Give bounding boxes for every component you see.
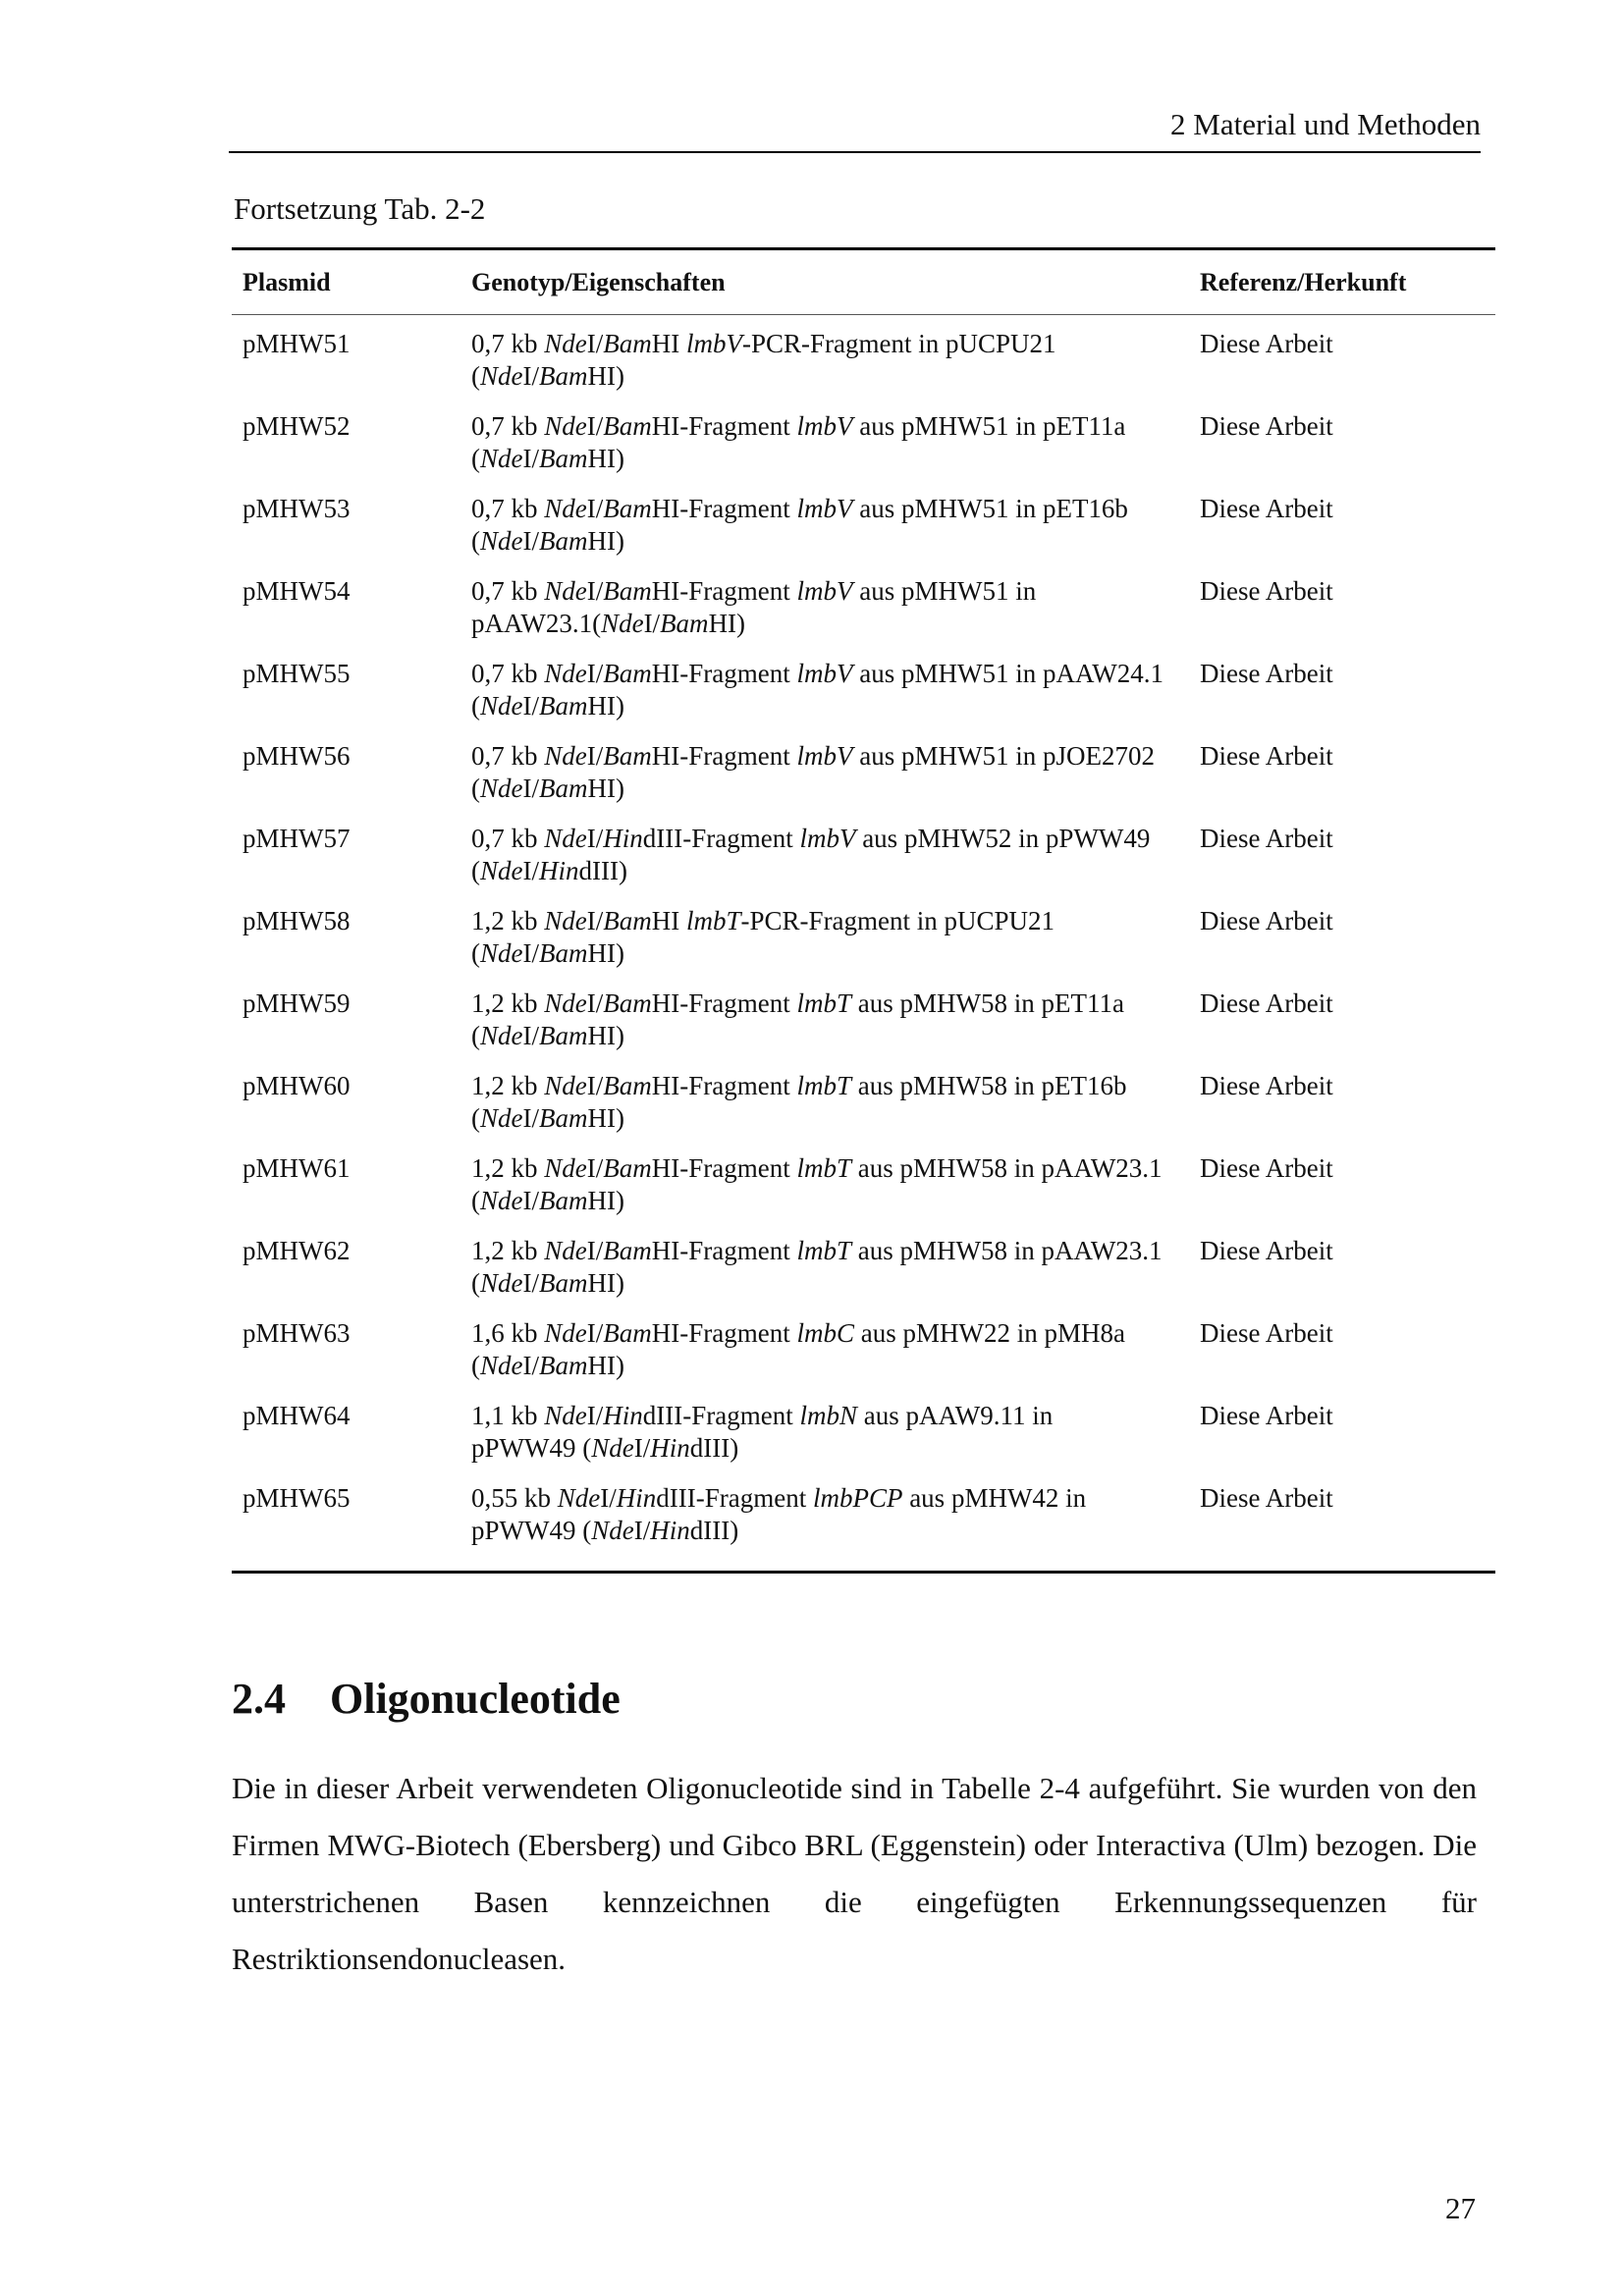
- table-row: [232, 410, 1495, 493]
- cell-reference: Diese Arbeit: [1200, 494, 1333, 523]
- genotype-line: 0,7 kb NdeI/BamHI-Fragment lmbV aus pMHW51 in pJOE2702: [471, 741, 1155, 771]
- cell-plasmid: pMHW59: [243, 988, 351, 1018]
- cell-reference: Diese Arbeit: [1200, 1153, 1333, 1183]
- genotype-line: pPWW49 (NdeI/HindIII): [471, 1433, 739, 1463]
- genotype-line: 0,7 kb NdeI/HindIII-Fragment lmbV aus pMHW52 in pPWW49: [471, 824, 1151, 853]
- genotype-line: 0,7 kb NdeI/BamHI-Fragment lmbV aus pMHW51 in pAAW24.1: [471, 659, 1164, 688]
- body-paragraph: Die in dieser Arbeit verwendeten Oligonucleotide sind in Tabelle 2-4 aufgeführt. Sie wurden von den Firmen MWG-Biotech (Ebersberg) und Gibco BRL (Eggenstein) oder Interactiva (Ulm) bezogen. Die unterstrichenen Basen kennzeichnen die eingefügten Erkennungssequenzen für Restriktionsendonucleasen.: [232, 1771, 1477, 1976]
- cell-reference: Diese Arbeit: [1200, 1401, 1333, 1430]
- page-number: 27: [1445, 2191, 1476, 2225]
- cell-genotype: [463, 1482, 1200, 1565]
- plasmid-table: [232, 247, 1495, 1574]
- cell-plasmid: pMHW53: [243, 494, 351, 523]
- genotype-line: (NdeI/BamHI): [471, 1186, 624, 1215]
- cell-plasmid: pMHW51: [243, 329, 351, 358]
- genotype-line: (NdeI/BamHI): [471, 1103, 624, 1133]
- cell-reference: Diese Arbeit: [1200, 824, 1333, 853]
- genotype-line: 1,2 kb NdeI/BamHI lmbT-PCR-Fragment in pUCPU21: [471, 906, 1055, 935]
- cell-plasmid: pMHW56: [243, 741, 351, 771]
- cell-plasmid: pMHW52: [243, 411, 351, 441]
- table-body: [232, 315, 1495, 1571]
- table-row: [232, 1152, 1495, 1235]
- table-row: [232, 1317, 1495, 1400]
- column-header-genotype: Genotyp/Eigenschaften: [471, 267, 726, 296]
- genotype-line: (NdeI/BamHI): [471, 361, 624, 391]
- cell-plasmid: pMHW65: [243, 1483, 351, 1513]
- genotype-line: (NdeI/HindIII): [471, 856, 627, 885]
- table-row: [232, 658, 1495, 740]
- table-row: [232, 1235, 1495, 1317]
- cell-reference: Diese Arbeit: [1200, 576, 1333, 606]
- cell-genotype: [463, 905, 1200, 988]
- table-header-row: [232, 250, 1495, 315]
- cell-plasmid: pMHW61: [243, 1153, 351, 1183]
- table-row: [232, 1482, 1495, 1565]
- cell-reference: Diese Arbeit: [1200, 1483, 1333, 1513]
- genotype-line: (NdeI/BamHI): [471, 1351, 624, 1380]
- cell-genotype: [463, 328, 1200, 410]
- table-row: [232, 1400, 1495, 1482]
- cell-reference: Diese Arbeit: [1200, 329, 1333, 358]
- cell-genotype: [463, 1070, 1200, 1152]
- genotype-line: (NdeI/BamHI): [471, 1268, 624, 1298]
- genotype-line: (NdeI/BamHI): [471, 526, 624, 556]
- table-row: [232, 328, 1495, 410]
- cell-genotype: [463, 575, 1200, 658]
- cell-genotype: [463, 658, 1200, 740]
- cell-genotype: [463, 823, 1200, 905]
- cell-plasmid: pMHW64: [243, 1401, 351, 1430]
- cell-reference: Diese Arbeit: [1200, 1236, 1333, 1265]
- section-number: 2.4: [232, 1675, 286, 1723]
- table-row: [232, 988, 1495, 1070]
- cell-reference: Diese Arbeit: [1200, 1071, 1333, 1100]
- genotype-line: (NdeI/BamHI): [471, 1021, 624, 1050]
- cell-genotype: [463, 1317, 1200, 1400]
- column-header-plasmid: Plasmid: [243, 267, 331, 296]
- cell-plasmid: pMHW55: [243, 659, 351, 688]
- cell-genotype: [463, 988, 1200, 1070]
- genotype-line: 0,7 kb NdeI/BamHI-Fragment lmbV aus pMHW51 in pET11a: [471, 411, 1126, 441]
- cell-genotype: [463, 1400, 1200, 1482]
- genotype-line: 1,2 kb NdeI/BamHI-Fragment lmbT aus pMHW58 in pAAW23.1: [471, 1236, 1163, 1265]
- cell-reference: Diese Arbeit: [1200, 988, 1333, 1018]
- section-title: Oligonucleotide: [330, 1675, 621, 1723]
- running-header: [229, 102, 1481, 153]
- cell-reference: Diese Arbeit: [1200, 411, 1333, 441]
- cell-reference: Diese Arbeit: [1200, 1318, 1333, 1348]
- table-row: [232, 1070, 1495, 1152]
- table-caption: Fortsetzung Tab. 2-2: [234, 191, 486, 226]
- genotype-line: (NdeI/BamHI): [471, 774, 624, 803]
- genotype-line: 0,55 kb NdeI/HindIII-Fragment lmbPCP aus pMHW42 in: [471, 1483, 1087, 1513]
- cell-reference: Diese Arbeit: [1200, 906, 1333, 935]
- cell-plasmid: pMHW58: [243, 906, 351, 935]
- table-row: [232, 740, 1495, 823]
- genotype-line: (NdeI/BamHI): [471, 691, 624, 721]
- cell-genotype: [463, 410, 1200, 493]
- cell-genotype: [463, 1235, 1200, 1317]
- genotype-line: pAAW23.1(NdeI/BamHI): [471, 609, 746, 638]
- genotype-line: 1,2 kb NdeI/BamHI-Fragment lmbT aus pMHW58 in pAAW23.1: [471, 1153, 1163, 1183]
- genotype-line: 1,1 kb NdeI/HindIII-Fragment lmbN aus pAAW9.11 in: [471, 1401, 1054, 1430]
- table-row: [232, 493, 1495, 575]
- cell-plasmid: pMHW57: [243, 824, 351, 853]
- cell-plasmid: pMHW62: [243, 1236, 351, 1265]
- genotype-line: (NdeI/BamHI): [471, 444, 624, 473]
- cell-plasmid: pMHW60: [243, 1071, 351, 1100]
- genotype-line: 0,7 kb NdeI/BamHI-Fragment lmbV aus pMHW51 in: [471, 576, 1037, 606]
- genotype-line: 1,6 kb NdeI/BamHI-Fragment lmbC aus pMHW22 in pMH8a: [471, 1318, 1125, 1348]
- genotype-line: (NdeI/BamHI): [471, 938, 624, 968]
- table-row: [232, 575, 1495, 658]
- genotype-line: 1,2 kb NdeI/BamHI-Fragment lmbT aus pMHW58 in pET16b: [471, 1071, 1127, 1100]
- table-row: [232, 823, 1495, 905]
- cell-genotype: [463, 1152, 1200, 1235]
- cell-plasmid: pMHW63: [243, 1318, 351, 1348]
- cell-genotype: [463, 493, 1200, 575]
- table-row: [232, 905, 1495, 988]
- cell-reference: Diese Arbeit: [1200, 741, 1333, 771]
- cell-reference: Diese Arbeit: [1200, 659, 1333, 688]
- genotype-line: 1,2 kb NdeI/BamHI-Fragment lmbT aus pMHW58 in pET11a: [471, 988, 1124, 1018]
- cell-genotype: [463, 740, 1200, 823]
- column-header-reference: Referenz/Herkunft: [1200, 267, 1407, 296]
- section-heading: [232, 1674, 621, 1724]
- genotype-line: 0,7 kb NdeI/BamHI-Fragment lmbV aus pMHW51 in pET16b: [471, 494, 1128, 523]
- genotype-line: 0,7 kb NdeI/BamHI lmbV-PCR-Fragment in pUCPU21: [471, 329, 1056, 358]
- running-title: 2 Material und Methoden: [1170, 107, 1481, 141]
- genotype-line: pPWW49 (NdeI/HindIII): [471, 1516, 739, 1545]
- cell-plasmid: pMHW54: [243, 576, 351, 606]
